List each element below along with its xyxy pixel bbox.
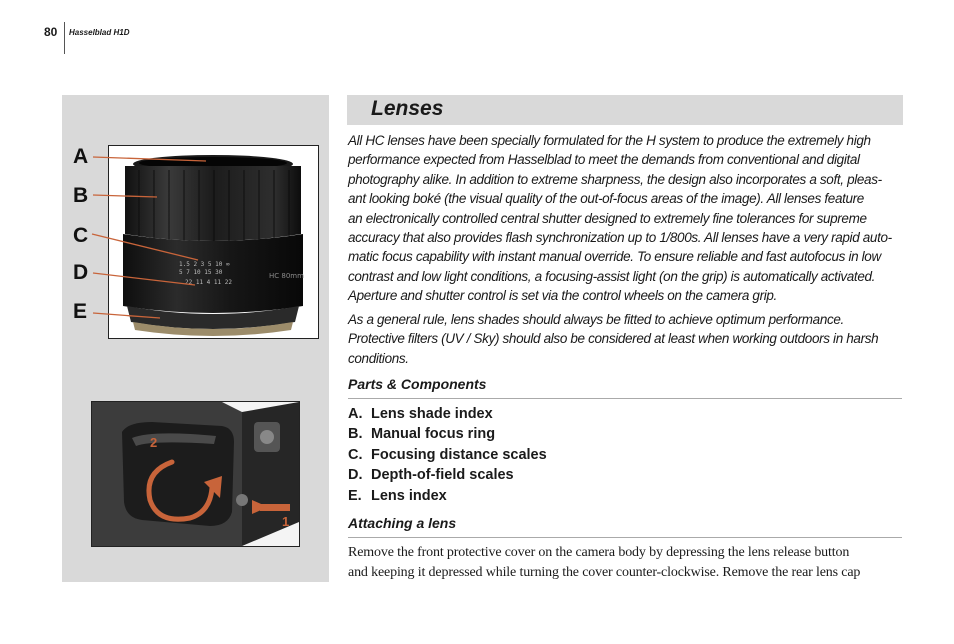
intro-paragraph: All HC lenses have been specially formulated for the H system to produce the extremely high performance expected from Hasselblad to meet the demands from conventional and digital photography alike. In addition to extreme sharpness, the design also incorporates a soft, pleas- ant looking boké (the visual quality of the out-of-focus areas of the image). All lenses feature an electronically controlled central shutter designed to extremely fine tolerances for supreme accuracy that also provides flash synchronization up to 1/800s. All lenses have a very rapid auto- matic focus capability with instant manual override. To ensure reliable and fast autofocus in low contrast and low light conditions, a focusing-assist light (on the grip) is automatically activated. Aperture and shutter control is set via the control wheels on the camera grip. (348, 133, 892, 304)
callout-e: E (73, 300, 88, 323)
list-item: E. Lens index (348, 487, 447, 504)
callout-b: B (73, 184, 89, 207)
svg-text:5 7 10 15 30: 5 7 10 15 30 (179, 269, 223, 276)
page-number: 80 (44, 25, 58, 39)
list-item: A. Lens shade index (348, 406, 493, 422)
camera-photo (91, 401, 300, 547)
parts-list (348, 404, 547, 506)
attach-paragraph: Remove the front protective cover on the camera body by depressing the lens release button and keeping it depressed while turning the cover counter-clockwise. Remove the rear lens cap (348, 545, 861, 580)
svg-text:2: 2 (150, 435, 158, 450)
svg-text:22 11 4 11 22: 22 11 4 11 22 (185, 279, 232, 286)
parts-heading: Parts & Components (348, 376, 487, 392)
list-item: C. Focusing distance scales (348, 446, 547, 463)
attach-divider (348, 537, 902, 538)
callout-d: D (73, 261, 89, 284)
list-item: D. Depth-of-field scales (348, 467, 514, 484)
svg-text:HC 80mm: HC 80mm (269, 272, 304, 280)
camera-illustration (92, 402, 299, 546)
callout-c: C (73, 224, 89, 247)
running-title: Hasselblad H1D (69, 28, 130, 37)
list-item: B. Manual focus ring (348, 426, 496, 443)
advice-paragraph: As a general rule, lens shades should always be fitted to achieve optimum performance. Protective filters (UV / Sky) should also be considered at least when working outdoors in harsh conditions. (348, 312, 879, 366)
svg-text:1: 1 (282, 514, 290, 529)
svg-text:1.5 2 3 5 10 ∞: 1.5 2 3 5 10 ∞ (179, 261, 230, 268)
callout-a: A (73, 145, 89, 168)
parts-divider (348, 398, 902, 399)
section-title: Lenses (371, 97, 444, 120)
attach-heading: Attaching a lens (348, 515, 457, 531)
